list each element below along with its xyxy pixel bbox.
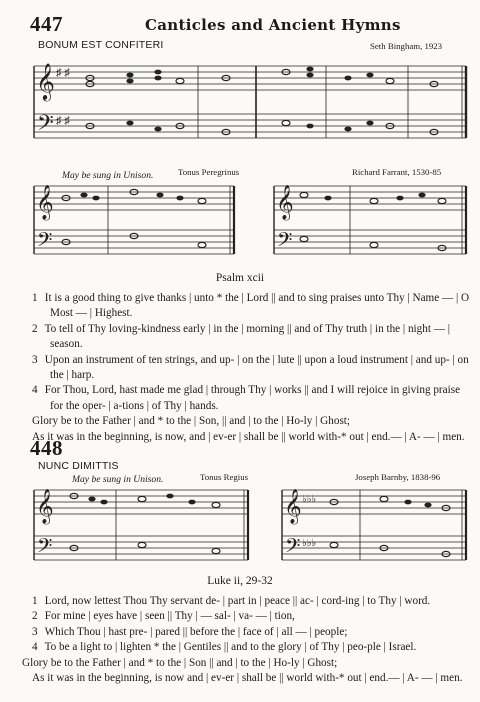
svg-text:𝄢: 𝄢: [37, 111, 54, 141]
unison-note: May be sung in Unison.: [72, 474, 164, 485]
gloria-line: Glory be to the Father | and * to the | Son || and | to the | Ho-ly | Ghost;: [22, 656, 338, 669]
tune-title-nunc-dimittis: NUNC DIMITTIS: [38, 460, 119, 472]
verse-text: To be a light to | lighten * the | Gentiles || and to the glory | of Thy | peo-ple | Israel.: [44, 641, 417, 654]
verse: [32, 640, 472, 655]
psalm-verses-447: [32, 291, 472, 445]
tone-name: Tonus Regius: [200, 472, 249, 482]
svg-text:♯ ♯: ♯ ♯: [56, 67, 70, 79]
svg-text:♭♭♭: ♭♭♭: [302, 494, 317, 505]
composer-credit: Seth Bingham, 1923: [370, 41, 443, 51]
svg-text:𝄞: 𝄞: [36, 62, 55, 100]
verse-text: Upon an instrument of ten strings, and up- | on the | lute || upon a loud instrument | and up- | on the | harp.: [44, 353, 469, 382]
verse-text: Lord, now lettest Thou Thy servant de- | part in | peace || ac- | cord-ing | to Thy | word.: [44, 595, 431, 607]
unison-note: May be sung in Unison.: [62, 170, 154, 181]
tone-name: Tonus Peregrinus: [178, 167, 240, 177]
composer-credit-farrant: Richard Farrant, 1530-85: [352, 167, 442, 177]
canticle-title: Luke ii, 29-32: [207, 575, 273, 587]
svg-text:𝄞: 𝄞: [36, 489, 54, 524]
verse: [32, 353, 472, 384]
verse: [32, 383, 472, 414]
verse: [32, 625, 472, 640]
svg-text:♭♭♭: ♭♭♭: [302, 538, 317, 549]
hymn-number-447: 447: [30, 12, 63, 36]
chant-score-tonus-regius: [30, 482, 470, 568]
verse-number: 3: [32, 625, 38, 638]
svg-text:𝄞: 𝄞: [276, 185, 294, 220]
verse-text: For mine | eyes have | seen || Thy | — sal- | va- — | tion,: [44, 610, 295, 623]
verse-number: 1: [32, 595, 38, 607]
composer-credit-barnby: Joseph Barnby, 1838-96: [355, 472, 441, 482]
verse-number: 4: [32, 641, 38, 654]
chant-score-tonus-peregrinus: [30, 178, 470, 262]
gloria-line: Glory be to the Father | and * to the | Son, || and | to the | Ho-ly | Ghost;: [32, 415, 351, 428]
svg-text:𝄞: 𝄞: [36, 185, 54, 220]
verse: [32, 609, 472, 624]
svg-text:𝄢: 𝄢: [285, 534, 301, 562]
hymn-number-448: 448: [30, 436, 63, 460]
verse-number: 2: [32, 322, 38, 335]
verse-number: 2: [32, 610, 38, 623]
chant-score-bonum-est-confiteri: [30, 52, 470, 152]
verse-text: For Thou, Lord, hast made me glad | through Thy | works || and I will rejoice in giving praise for the oper- | a-tions | of Thy | hands.: [44, 384, 461, 412]
verse: [32, 594, 472, 609]
gloria-line: As it was in the beginning, is now, and | ev-er | shall be || world with-* out | end.— | A- — | men.: [32, 430, 465, 443]
gloria-line: As it was in the beginning, is now and | ev-er | shall be || world with-* out | end.— | A- — | men.: [32, 672, 463, 685]
verse-text: To tell of Thy loving-kindness early | in the | morning || and of Thy truth | in the | night — | season.: [44, 322, 450, 351]
verse-number: 3: [32, 353, 38, 366]
canticle-verses-448: [22, 594, 472, 686]
verse: [32, 291, 472, 322]
svg-text:♯ ♯: ♯ ♯: [56, 115, 70, 127]
verse-text: It is a good thing to give thanks | unto * the | Lord || and to sing praises unto Thy | Name — | O Most — | Highest.: [44, 292, 470, 320]
svg-text:𝄞: 𝄞: [284, 489, 302, 524]
svg-text:𝄢: 𝄢: [37, 228, 53, 256]
svg-text:𝄢: 𝄢: [37, 534, 53, 562]
tune-title-bonum-est-confiteri: BONUM EST CONFITERI: [38, 39, 164, 51]
verse-number: 4: [32, 384, 38, 397]
verse-text: Which Thou | hast pre- | pared || before the | face of | all — | people;: [44, 625, 348, 638]
running-title: Canticles and Ancient Hymns: [145, 16, 401, 34]
psalm-title: Psalm xcii: [215, 272, 265, 284]
verse: [32, 322, 472, 353]
svg-text:𝄢: 𝄢: [277, 228, 293, 256]
verse-number: 1: [32, 292, 38, 304]
